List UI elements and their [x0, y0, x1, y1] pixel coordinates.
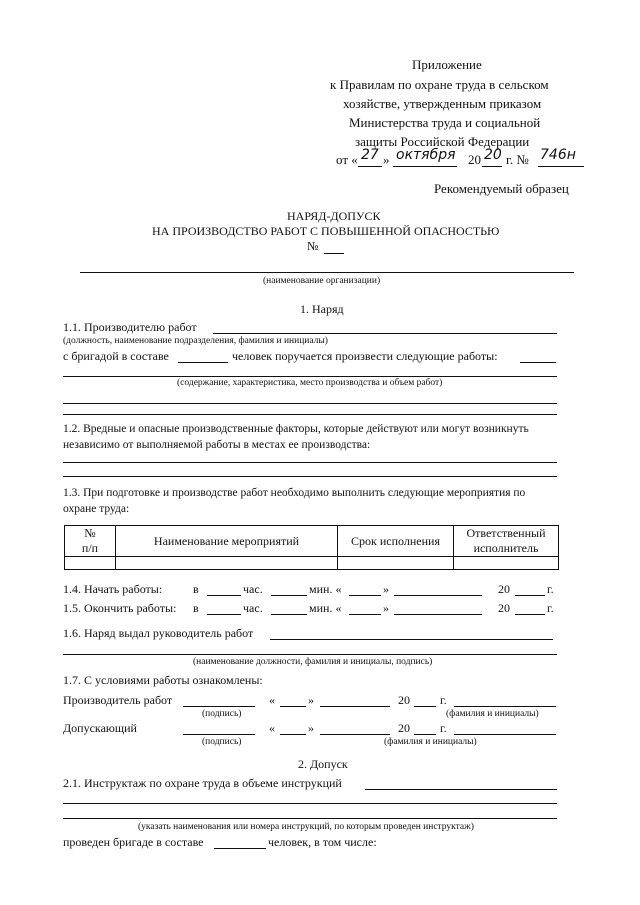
producer-name-field[interactable]: [454, 706, 556, 707]
date-day: 27: [361, 147, 379, 163]
measures-table: [64, 525, 559, 570]
measures-table-header: [65, 526, 559, 557]
p21-caption: (указать наименования или номера инструкций, по которым проведен инструктаж): [138, 822, 474, 832]
end-minute-field[interactable]: [271, 614, 307, 615]
appendix-line-4: Министерства труда и социальной: [349, 115, 541, 130]
doc-title-2: НА ПРОИЗВОДСТВО РАБОТ С ПОВЫШЕННОЙ ОПАСНОСТЬЮ: [152, 224, 500, 238]
p12-line-2: независимо от выполняемой работы в местах ее производства:: [63, 439, 371, 451]
instructions-field-2[interactable]: [63, 803, 557, 804]
brigade-size-field[interactable]: [178, 362, 228, 363]
producer-month-field[interactable]: [320, 706, 390, 707]
start-minute-field[interactable]: [271, 595, 307, 596]
header-number: № п/п: [65, 526, 116, 557]
producer-field[interactable]: [213, 333, 557, 334]
appendix-line-5: защиты Российской Федерации: [355, 134, 530, 149]
works-field-start[interactable]: [520, 362, 556, 363]
instructions-field-3[interactable]: [63, 818, 557, 819]
p11-label: 1.1. Производителю работ: [63, 320, 197, 334]
p17-label: 1.7. С условиями работы ознакомлены:: [63, 673, 263, 687]
section-1-heading: 1. Наряд: [300, 302, 344, 316]
header-responsible: Ответственный исполнитель: [454, 526, 559, 557]
doc-number-label: №: [307, 239, 319, 253]
organization-caption: (наименование организации): [263, 276, 381, 286]
p13-line-1: 1.3. При подготовке и производстве работ необходимо выполнить следующие мероприятия по: [63, 487, 526, 499]
admitting-month-field[interactable]: [320, 734, 390, 735]
p11-caption-2: (содержание, характеристика, место производства и объем работ): [177, 378, 443, 388]
brigade-text-a: с бригадой в составе: [63, 349, 169, 363]
admitting-label: Допускающий: [63, 721, 137, 735]
admitting-fio-caption: (фамилия и инициалы): [384, 737, 477, 747]
end-year-field[interactable]: [515, 614, 545, 615]
header-name: Наименование мероприятий: [116, 526, 338, 557]
section-2-heading: 2. Допуск: [298, 757, 348, 771]
brigade-text-b: человек поручается произвести следующие работы:: [232, 349, 498, 363]
appendix-line-1: Приложение: [412, 57, 482, 72]
producer-signature-field[interactable]: [183, 706, 255, 707]
works-field[interactable]: [63, 376, 557, 377]
start-month-field[interactable]: [394, 595, 482, 596]
admitting-name-field[interactable]: [454, 734, 556, 735]
instructions-field[interactable]: [365, 789, 557, 790]
admitting-sign-caption: (подпись): [202, 737, 242, 747]
admitting-signature-field[interactable]: [183, 734, 255, 735]
p21-brigade-b: человек, в том числе:: [268, 835, 377, 849]
organization-field[interactable]: [80, 272, 574, 273]
issued-by-field[interactable]: [270, 639, 553, 640]
date-year-prefix: 20: [468, 152, 481, 167]
p21-label: 2.1. Инструктаж по охране труда в объеме инструкций: [63, 776, 342, 790]
producer-sign-caption: (подпись): [202, 709, 242, 719]
table-row[interactable]: [65, 557, 559, 570]
p16-label: 1.6. Наряд выдал руководитель работ: [63, 626, 254, 640]
p11-caption: (должность, наименование подразделения, фамилия и инициалы): [63, 336, 328, 346]
appendix-line-3: хозяйстве, утвержденным приказом: [343, 96, 542, 111]
p16-caption: (наименование должности, фамилия и инициалы, подпись): [193, 657, 433, 667]
p14-label: 1.4. Начать работы:: [63, 582, 163, 596]
date-month: октября: [396, 147, 456, 163]
appendix-line-2: к Правилам по охране труда в сельском: [330, 77, 549, 92]
p15-label: 1.5. Окончить работы:: [63, 601, 177, 615]
instructed-count-field[interactable]: [214, 848, 266, 849]
hazards-field-1[interactable]: [63, 462, 557, 463]
producer-label: Производитель работ: [63, 693, 173, 707]
start-hour-field[interactable]: [207, 595, 241, 596]
works-field-3[interactable]: [63, 414, 557, 415]
end-month-field[interactable]: [394, 614, 482, 615]
admitting-day-field[interactable]: [280, 734, 306, 735]
hazards-field-2[interactable]: [63, 476, 557, 477]
p13-line-2: охране труда:: [63, 503, 130, 515]
order-number: 746н: [540, 147, 576, 163]
doc-title-1: НАРЯД-ДОПУСК: [287, 209, 381, 223]
start-year-field[interactable]: [515, 595, 545, 596]
recommended-sample: Рекомендуемый образец: [434, 181, 569, 196]
producer-day-field[interactable]: [280, 706, 306, 707]
date-year: 20: [484, 147, 502, 163]
date-prefix: от «: [336, 152, 358, 167]
doc-number-field[interactable]: [324, 253, 344, 254]
producer-fio-caption: (фамилия и инициалы): [446, 709, 539, 719]
admitting-year-field[interactable]: [414, 734, 436, 735]
end-hour-field[interactable]: [207, 614, 241, 615]
number-prefix: г. №: [506, 152, 529, 167]
issued-by-field-2[interactable]: [63, 654, 557, 655]
p12-line-1: 1.2. Вредные и опасные производственные факторы, которые действуют или могут возникнуть: [63, 423, 529, 435]
end-day-field[interactable]: [349, 614, 381, 615]
p21-brigade-a: проведен бригаде в составе: [63, 835, 204, 849]
producer-year-field[interactable]: [414, 706, 436, 707]
start-day-field[interactable]: [349, 595, 381, 596]
header-term: Срок исполнения: [338, 526, 454, 557]
works-field-2[interactable]: [63, 403, 557, 404]
